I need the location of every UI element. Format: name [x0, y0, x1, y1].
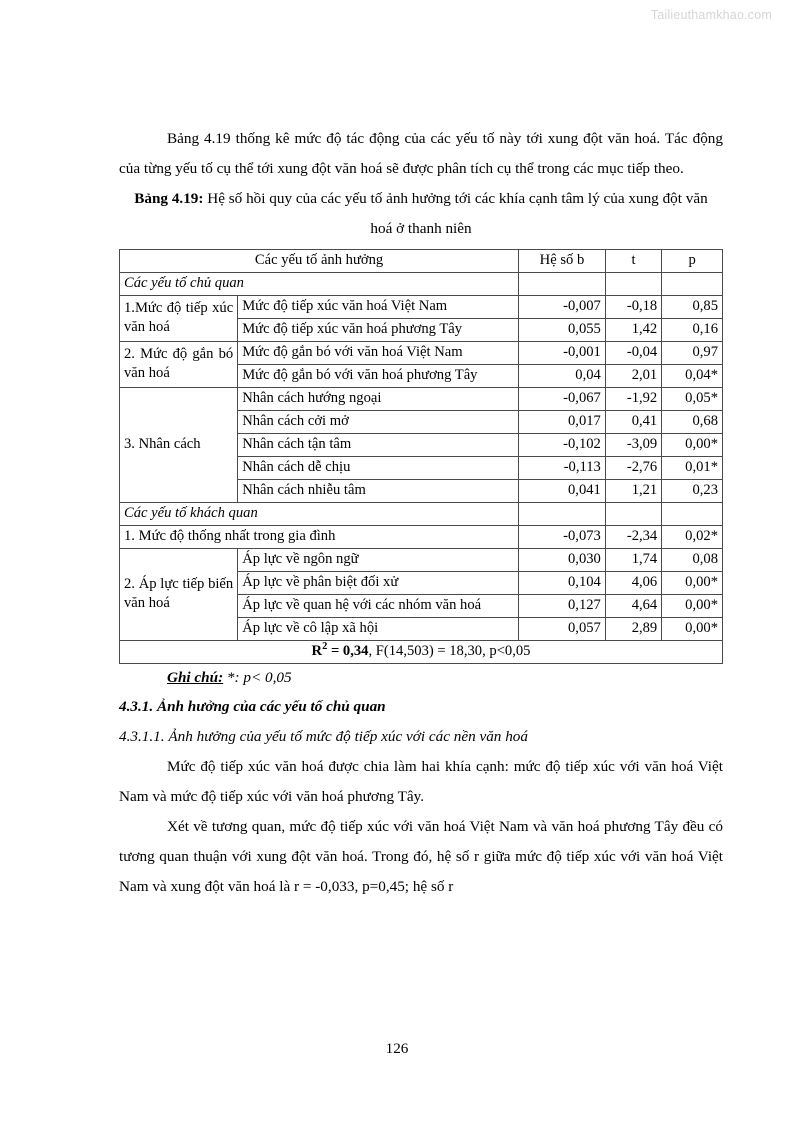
- row-value-b: 0,04: [519, 365, 606, 388]
- row-value-t: 4,06: [605, 572, 661, 595]
- table-caption-label: Bảng 4.19:: [134, 190, 204, 207]
- row-value-b: 0,057: [519, 618, 606, 641]
- row-item-label: 1. Mức độ thống nhất trong gia đình: [120, 526, 519, 549]
- row-item-label: Áp lực về quan hệ với các nhóm văn hoá: [238, 595, 519, 618]
- subsection-heading-4311: 4.3.1.1. Ảnh hưởng của yếu tố mức độ tiếp xúc với các nền văn hoá: [119, 728, 528, 745]
- table-section-row: [120, 503, 723, 526]
- row-value-b: 0,041: [519, 480, 606, 503]
- table-row: [120, 388, 723, 411]
- header-factors: Các yếu tố ảnh hưởng: [120, 250, 519, 273]
- row-item-label: Nhân cách dễ chịu: [238, 457, 519, 480]
- row-value-p: 0,02*: [662, 526, 723, 549]
- row-value-t: -2,34: [605, 526, 661, 549]
- row-value-t: 1,21: [605, 480, 661, 503]
- note-label: Ghi chú:: [167, 669, 224, 686]
- table-caption-text: Hệ số hồi quy của các yếu tố ảnh hưởng tới các khía cạnh tâm lý của xung đột văn hoá ở thanh niên: [203, 190, 708, 237]
- row-value-b: -0,113: [519, 457, 606, 480]
- paragraph-2: Mức độ tiếp xúc văn hoá được chia làm hai khía cạnh: mức độ tiếp xúc với văn hoá Việt Nam và mức độ tiếp xúc với văn hoá phương Tây.: [119, 758, 723, 805]
- row-value-t: 2,01: [605, 365, 661, 388]
- row-item-label: Nhân cách nhiễu tâm: [238, 480, 519, 503]
- row-value-p: 0,08: [662, 549, 723, 572]
- row-value-p: 0,00*: [662, 595, 723, 618]
- table-row: [120, 526, 723, 549]
- header-t: t: [605, 250, 661, 273]
- f-statistic-text: , F(14,503) = 18,30, p<0,05: [368, 643, 531, 659]
- row-value-b: -0,007: [519, 296, 606, 319]
- regression-table: [119, 249, 723, 664]
- page-number: 126: [385, 1040, 409, 1057]
- row-value-b: 0,104: [519, 572, 606, 595]
- row-value-t: -3,09: [605, 434, 661, 457]
- row-value-t: 1,74: [605, 549, 661, 572]
- row-value-t: 4,64: [605, 595, 661, 618]
- row-item-label: Áp lực về ngôn ngữ: [238, 549, 519, 572]
- section-empty-p: [662, 273, 723, 296]
- section-empty-t: [605, 273, 661, 296]
- row-value-p: 0,97: [662, 342, 723, 365]
- row-value-t: 1,42: [605, 319, 661, 342]
- group-label: 1.Mức độ tiếp xúc văn hoá: [120, 296, 238, 342]
- row-item-label: Nhân cách tận tâm: [238, 434, 519, 457]
- row-value-t: -0,04: [605, 342, 661, 365]
- group-label: 3. Nhân cách: [120, 388, 238, 503]
- header-coefficient-b: Hệ số b: [519, 250, 606, 273]
- table-note: [119, 664, 723, 692]
- row-value-t: 0,41: [605, 411, 661, 434]
- row-item-label: Nhân cách cởi mở: [238, 411, 519, 434]
- row-item-label: Mức độ tiếp xúc văn hoá phương Tây: [238, 319, 519, 342]
- row-value-t: -1,92: [605, 388, 661, 411]
- row-value-p: 0,00*: [662, 572, 723, 595]
- section-title-objective: Các yếu tố khách quan: [120, 503, 519, 526]
- table-footer-row: [120, 641, 723, 664]
- section-empty-t: [605, 503, 661, 526]
- row-item-label: Nhân cách hướng ngoại: [238, 388, 519, 411]
- row-value-t: -2,76: [605, 457, 661, 480]
- row-value-p: 0,01*: [662, 457, 723, 480]
- paragraph-3: Xét về tương quan, mức độ tiếp xúc với văn hoá Việt Nam và văn hoá phương Tây đều có tương quan thuận với xung đột văn hoá. Trong đó, hệ số r giữa mức độ tiếp xúc với văn hoá Việt Nam và xung đột văn hoá là r = -0,033, p=0,45; hệ số r: [119, 818, 723, 895]
- row-value-t: -0,18: [605, 296, 661, 319]
- table-footer-stats: [120, 641, 723, 664]
- row-item-label: Mức độ gắn bó với văn hoá Việt Nam: [238, 342, 519, 365]
- table-header-row: [120, 250, 723, 273]
- row-item-label: Mức độ tiếp xúc văn hoá Việt Nam: [238, 296, 519, 319]
- section-empty-b: [519, 503, 606, 526]
- row-value-p: 0,05*: [662, 388, 723, 411]
- section-heading-431: 4.3.1. Ảnh hưởng của các yếu tố chủ quan: [119, 698, 386, 715]
- row-value-b: -0,102: [519, 434, 606, 457]
- row-value-p: 0,04*: [662, 365, 723, 388]
- row-value-p: 0,00*: [662, 434, 723, 457]
- row-value-b: 0,127: [519, 595, 606, 618]
- note-value: *: p< 0,05: [223, 669, 292, 686]
- table-row: [120, 342, 723, 365]
- row-value-b: 0,030: [519, 549, 606, 572]
- group-label: 2. Áp lực tiếp biến văn hoá: [120, 549, 238, 641]
- row-value-t: 2,89: [605, 618, 661, 641]
- row-value-p: 0,16: [662, 319, 723, 342]
- row-item-label: Áp lực về cô lập xã hội: [238, 618, 519, 641]
- row-value-p: 0,85: [662, 296, 723, 319]
- r-squared-label: R: [311, 643, 323, 659]
- section-empty-p: [662, 503, 723, 526]
- watermark-text: Tailieuthamkhao.com: [650, 8, 772, 22]
- row-value-b: 0,017: [519, 411, 606, 434]
- row-value-b: -0,067: [519, 388, 606, 411]
- r-squared-value: = 0,34: [327, 643, 369, 659]
- row-value-p: 0,00*: [662, 618, 723, 641]
- r-squared-exponent: 2: [322, 641, 328, 653]
- table-caption: [119, 184, 723, 244]
- row-item-label: Áp lực về phân biệt đối xử: [238, 572, 519, 595]
- section-empty-b: [519, 273, 606, 296]
- row-value-p: 0,23: [662, 480, 723, 503]
- row-value-b: -0,001: [519, 342, 606, 365]
- header-p: p: [662, 250, 723, 273]
- intro-paragraph: Bảng 4.19 thống kê mức độ tác động của các yếu tố này tới xung đột văn hoá. Tác động của từng yếu tố cụ thể tới xung đột văn hoá sẽ được phân tích cụ thể trong các mục tiếp theo.: [119, 130, 723, 177]
- table-section-row: [120, 273, 723, 296]
- row-item-label: Mức độ gắn bó với văn hoá phương Tây: [238, 365, 519, 388]
- table-row: [120, 296, 723, 319]
- page-content: [119, 124, 723, 902]
- row-value-p: 0,68: [662, 411, 723, 434]
- table-row: [120, 549, 723, 572]
- row-value-b: -0,073: [519, 526, 606, 549]
- row-value-b: 0,055: [519, 319, 606, 342]
- group-label: 2. Mức độ gắn bó văn hoá: [120, 342, 238, 388]
- section-title-subjective: Các yếu tố chủ quan: [120, 273, 519, 296]
